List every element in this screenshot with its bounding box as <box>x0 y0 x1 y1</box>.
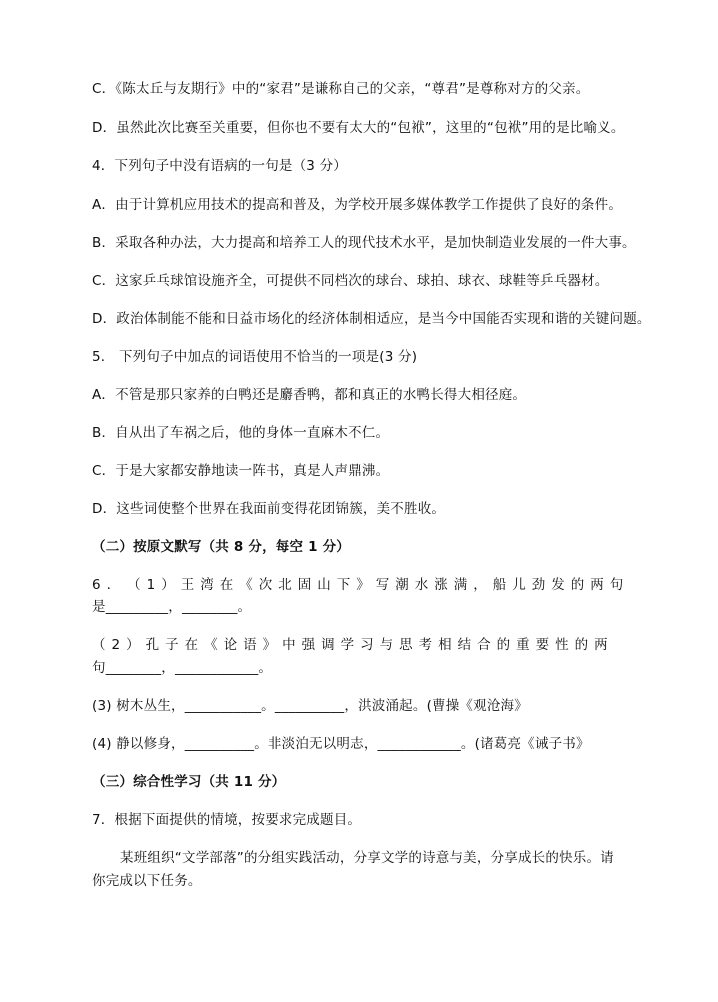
question-7-context: 某班组织“文学部落”的分组实践活动，分享文学的诗意与美，分享成长的快乐。请 <box>120 850 614 866</box>
question-6-part2-blanks: 句________，____________。 <box>92 660 273 676</box>
question-6-part1-blanks: 是_________，________。 <box>92 599 252 615</box>
question-6-part3: (3) 树木丛生，___________。__________，洪波涌起。(曹操《观沧海》 <box>92 698 528 714</box>
question-6-part1: 6. （1）王湾在《次北固山下》写潮水涨满，船儿劲发的两句 <box>92 577 630 593</box>
option-a-q4: A．由于计算机应用技术的提高和普及，为学校开展多媒体教学工作提供了良好的条件。 <box>92 197 623 213</box>
question-7: 7．根据下面提供的情境，按要求完成题目。 <box>92 812 362 828</box>
option-d-q4: D．政治体制能不能和日益市场化的经济体制相适应，是当今中国能否实现和谐的关键问题。 <box>92 311 651 327</box>
question-7-context-cont: 你完成以下任务。 <box>92 873 202 889</box>
section-heading-3: （三）综合性学习（共 11 分） <box>92 774 286 790</box>
option-c-q3: C．《陈太丘与友期行》中的“家君”是谦称自己的父亲，“尊君”是尊称对方的父亲。 <box>92 81 590 97</box>
question-5: 5． 下列句子中加点的词语使用不恰当的一项是(3 分) <box>92 349 418 365</box>
question-6-part4: (4) 静以修身，__________。非淡泊无以明志，____________。(诸葛亮《诫子书》 <box>92 736 590 752</box>
option-b-q5: B．自从出了车祸之后，他的身体一直麻木不仁。 <box>92 425 390 441</box>
option-d-q5: D．这些词使整个世界在我面前变得花团锦簇，美不胜收。 <box>92 501 446 517</box>
option-c-q4: C．这家乒乓球馆设施齐全，可提供不同档次的球台、球拍、球衣、球鞋等乒乓器材。 <box>92 273 609 289</box>
option-d-q3: D．虽然此次比赛至关重要，但你也不要有太大的“包袱”，这里的“包袱”用的是比喻义。 <box>92 120 625 136</box>
option-a-q5: A．不管是那只家养的白鸭还是麝香鸭，都和真正的水鸭长得大相径庭。 <box>92 387 527 403</box>
option-b-q4: B．采取各种办法，大力提高和培养工人的现代技术水平，是加快制造业发展的一件大事。 <box>92 235 636 251</box>
question-4: 4．下列句子中没有语病的一句是（3 分） <box>92 158 347 174</box>
question-6-part2: （2）孔子在《论语》中强调学习与思考相结合的重要性的两 <box>92 637 614 653</box>
option-c-q5: C．于是大家都安静地读一阵书，真是人声鼎沸。 <box>92 463 390 479</box>
section-heading-2: （二）按原文默写（共 8 分，每空 1 分） <box>92 539 350 555</box>
